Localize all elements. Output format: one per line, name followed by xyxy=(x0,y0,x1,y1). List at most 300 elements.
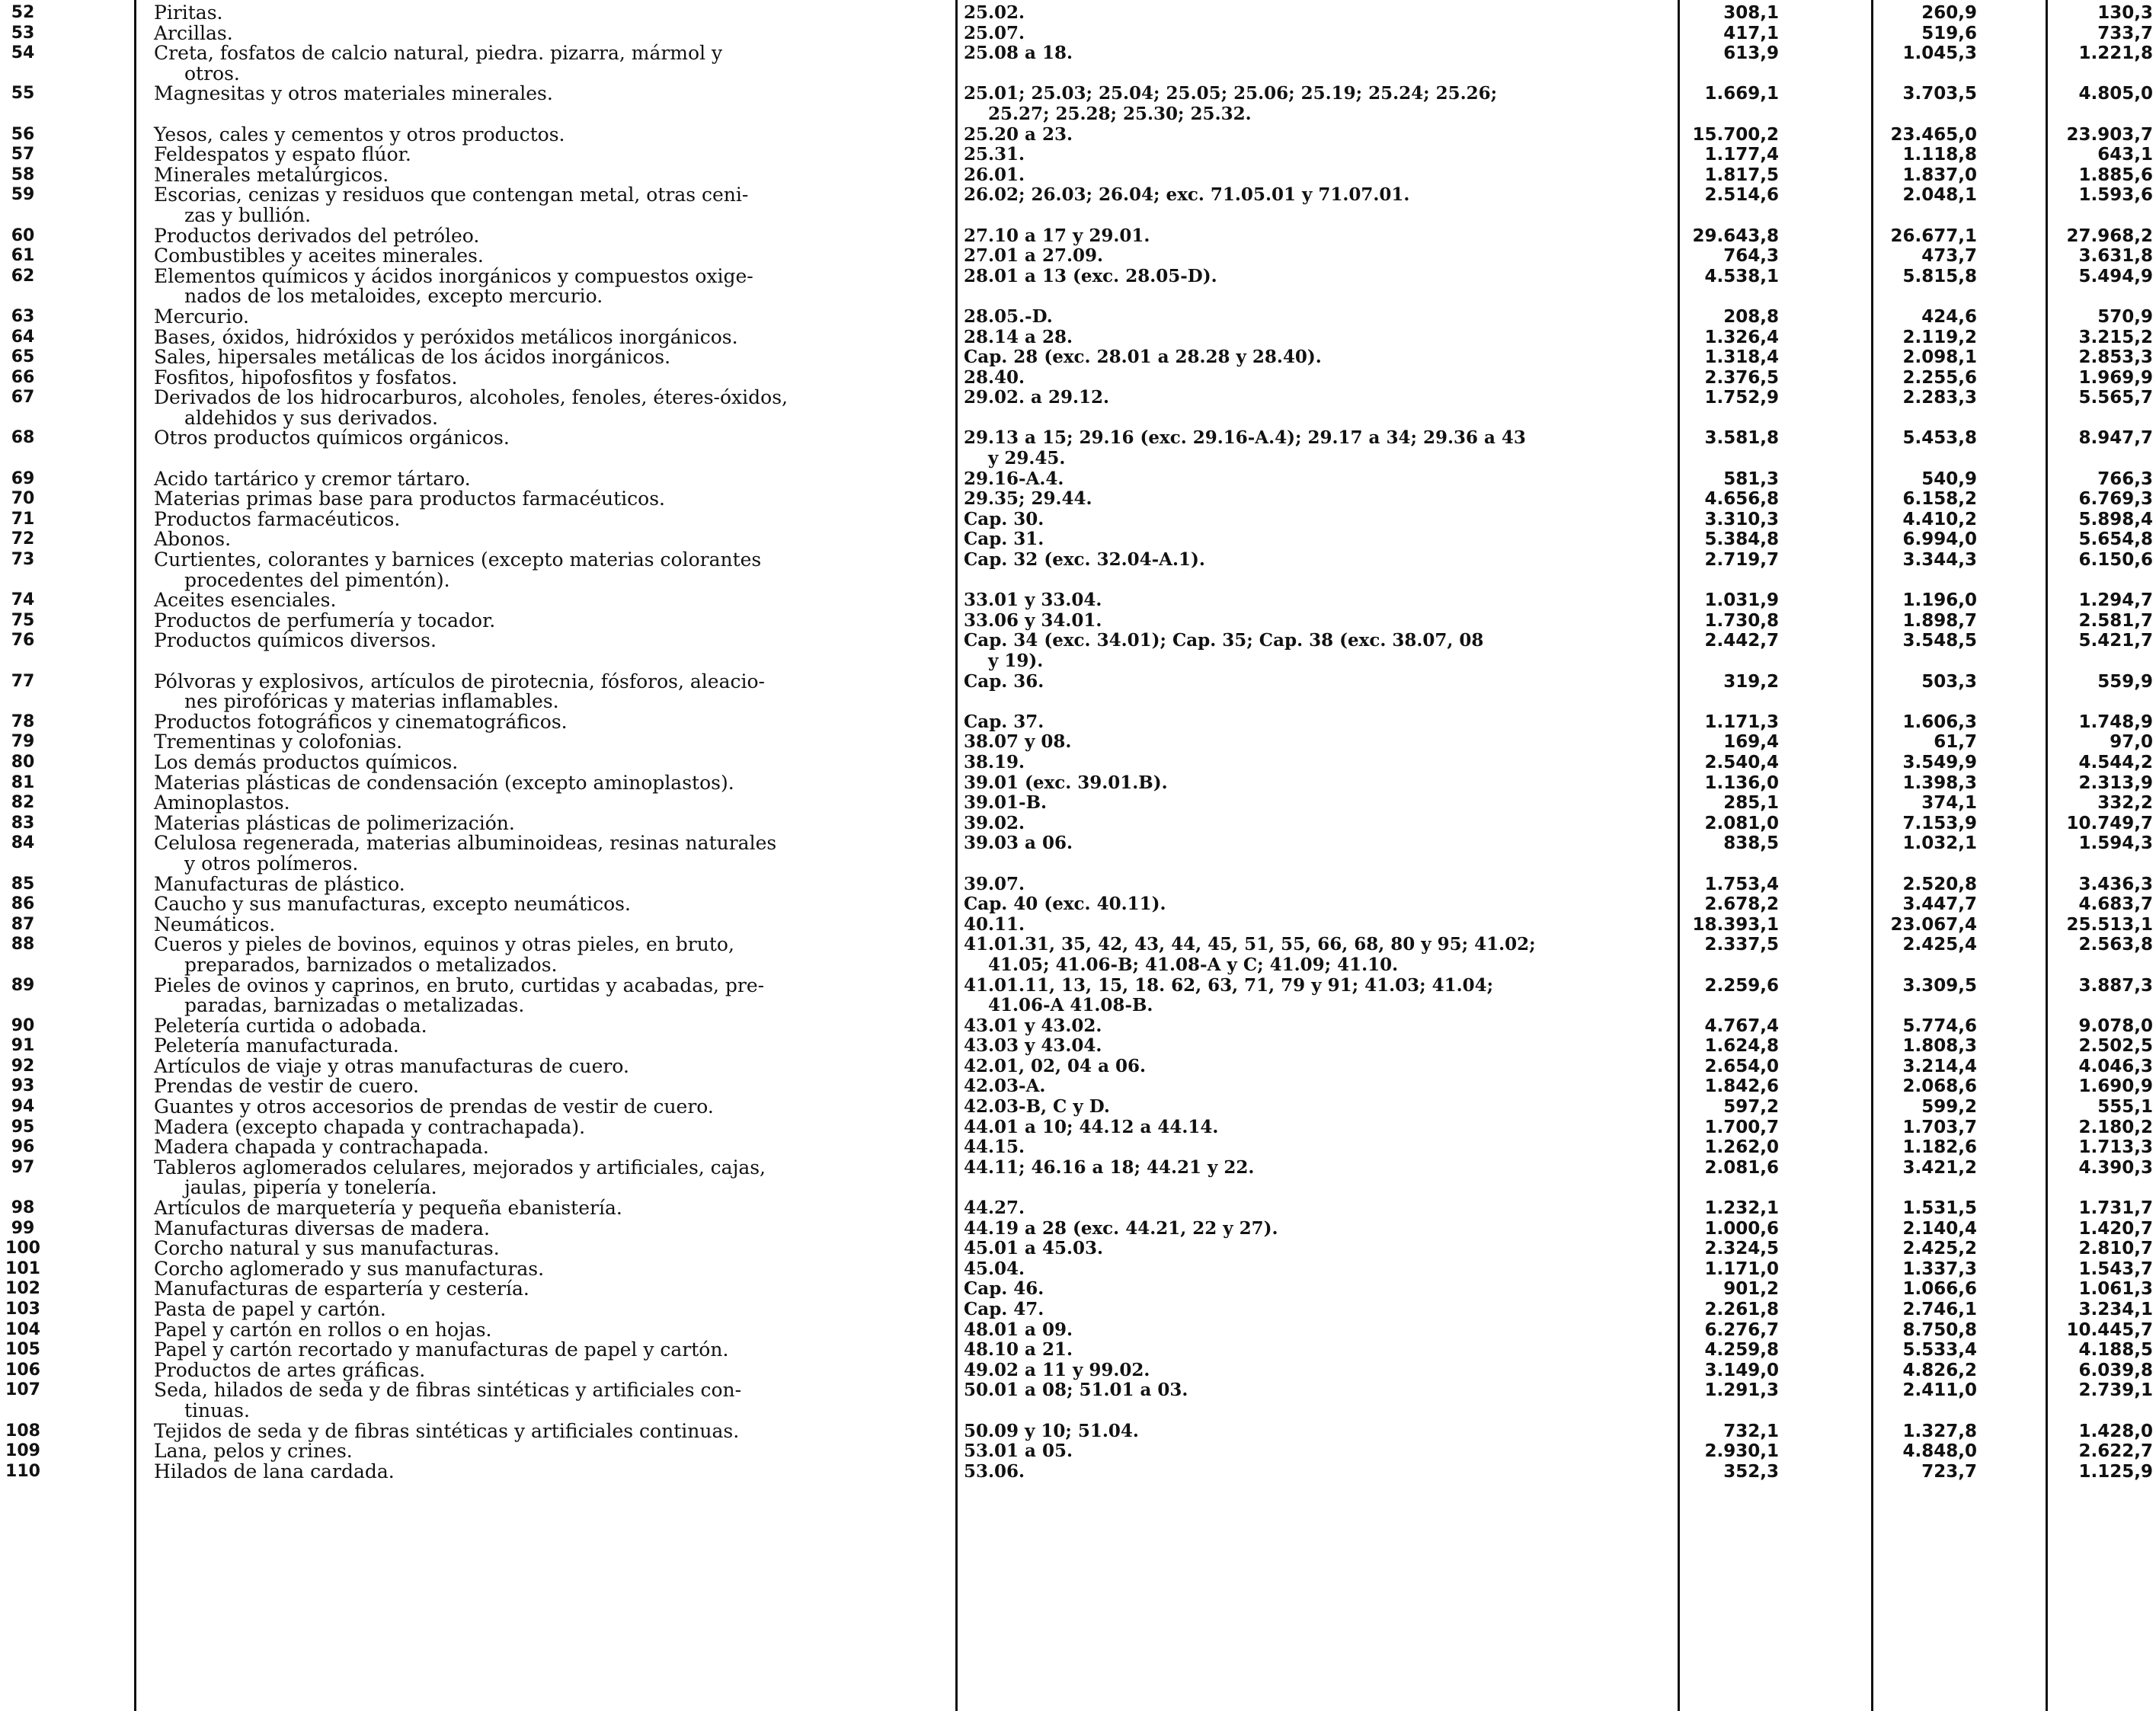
row-tariff-codes: 29.13 a 15; 29.16 (exc. 29.16-A.4); 29.17 a 34; 29.36 a 43 y 29.45. xyxy=(964,427,1526,469)
row-number: 74 xyxy=(11,590,35,610)
table-row xyxy=(0,915,2156,935)
row-description: Caucho y sus manufacturas, excepto neumáticos. xyxy=(154,893,631,916)
row-description: Productos fotográficos y cinematográficos. xyxy=(154,710,568,733)
table-row xyxy=(0,1340,2156,1361)
row-number: 101 xyxy=(5,1258,40,1278)
row-description: Abonos. xyxy=(154,528,232,551)
row-value-3: 8.947,7 xyxy=(2078,428,2153,449)
table-row xyxy=(0,872,2156,895)
table-row xyxy=(0,1198,2156,1219)
row-value-2: 1.808,3 xyxy=(1902,1036,1977,1057)
row-value-1: 4.538,1 xyxy=(1704,266,1779,286)
row-number: 58 xyxy=(11,165,35,184)
row-value-3: 1.713,3 xyxy=(2078,1137,2153,1158)
row-tariff-codes: 40.11. xyxy=(964,913,1025,935)
row-value-1: 1.031,9 xyxy=(1704,590,1779,611)
row-tariff-codes: 41.01.31, 35, 42, 43, 44, 45, 51, 55, 66, 68, 80 y 95; 41.02; 41.05; 41.06-B; 41.08-A y C; 41.09; 41.10. xyxy=(964,934,1536,975)
row-value-2: 6.994,0 xyxy=(1902,529,1977,550)
row-tariff-codes: Cap. 30. xyxy=(964,508,1044,529)
row-value-2: 1.327,8 xyxy=(1902,1421,1977,1441)
row-value-1: 2.337,5 xyxy=(1704,935,1779,955)
row-value-3: 3.234,1 xyxy=(2078,1300,2153,1319)
row-description: Productos derivados del petróleo. xyxy=(154,224,480,247)
row-value-2: 5.815,8 xyxy=(1902,266,1977,286)
row-value-2: 1.196,0 xyxy=(1902,590,1977,611)
row-value-1: 1.669,1 xyxy=(1704,84,1779,104)
row-tariff-codes: 29.35; 29.44. xyxy=(964,488,1092,510)
table-row xyxy=(0,732,2156,753)
table-row xyxy=(0,1137,2156,1158)
row-value-3: 5.654,8 xyxy=(2078,529,2153,550)
row-description: Fosfitos, hipofosfitos y fosfatos. xyxy=(154,366,458,389)
row-value-1: 352,3 xyxy=(1723,1461,1779,1482)
table-row xyxy=(0,1158,2156,1198)
table-row xyxy=(0,388,2156,428)
row-description: Neumáticos. xyxy=(154,913,276,935)
row-description: Bases, óxidos, hidróxidos y peróxidos metálicos inorgánicos. xyxy=(154,325,738,348)
row-tariff-codes: 39.07. xyxy=(964,873,1025,894)
row-number: 70 xyxy=(11,489,35,509)
row-description: Corcho aglomerado y sus manufacturas. xyxy=(154,1257,545,1280)
row-tariff-codes: 28.40. xyxy=(964,366,1025,388)
row-number: 110 xyxy=(5,1461,40,1481)
row-tariff-codes: 53.01 a 05. xyxy=(964,1441,1073,1462)
row-number: 89 xyxy=(11,975,35,995)
row-value-3: 9.078,0 xyxy=(2078,1015,2153,1036)
row-value-3: 1.061,3 xyxy=(2078,1279,2153,1300)
row-description: Corcho natural y sus manufacturas. xyxy=(154,1237,500,1260)
row-number: 77 xyxy=(11,671,35,691)
row-description: Pasta de papel y cartón. xyxy=(154,1298,386,1320)
row-number: 109 xyxy=(5,1441,40,1461)
table-row xyxy=(0,368,2156,389)
row-tariff-codes: 25.20 a 23. xyxy=(964,123,1073,145)
row-number: 93 xyxy=(11,1076,35,1096)
row-value-2: 3.344,3 xyxy=(1902,550,1977,571)
table-row xyxy=(0,3,2156,24)
row-tariff-codes: Cap. 32 (exc. 32.04-A.1). xyxy=(964,549,1205,571)
row-description: Feldespatos y espato flúor. xyxy=(154,143,411,166)
row-tariff-codes: 41.01.11, 13, 15, 18. 62, 63, 71, 79 y 91; 41.03; 41.04; 41.06-A 41.08-B. xyxy=(964,974,1494,1016)
row-description: Celulosa regenerada, materias albuminoideas, resinas naturales y otros polímeros. xyxy=(154,832,777,875)
row-value-3: 2.581,7 xyxy=(2078,610,2153,631)
table-row xyxy=(0,712,2156,733)
row-value-2: 2.255,6 xyxy=(1902,367,1977,388)
row-description: Guantes y otros accesorios de prendas de vestir de cuero. xyxy=(154,1095,714,1118)
row-value-1: 2.081,6 xyxy=(1704,1157,1779,1178)
row-description: Combustibles y aceites minerales. xyxy=(154,245,484,267)
row-value-1: 1.624,8 xyxy=(1704,1036,1779,1057)
row-value-1: 2.514,6 xyxy=(1704,185,1779,206)
row-tariff-codes: 49.02 a 11 y 99.02. xyxy=(964,1359,1150,1380)
row-value-1: 2.259,6 xyxy=(1704,975,1779,996)
table-row xyxy=(0,1419,2156,1442)
row-value-2: 3.703,5 xyxy=(1902,84,1977,104)
row-tariff-codes: 27.10 a 17 y 29.01. xyxy=(964,225,1150,246)
row-description: Escorias, cenizas y residuos que contengan metal, otras ceni- zas y bullión. xyxy=(154,184,749,226)
row-value-3: 559,9 xyxy=(2097,671,2153,692)
row-value-3: 4.544,2 xyxy=(2078,752,2153,772)
row-tariff-codes: Cap. 47. xyxy=(964,1299,1044,1319)
row-value-1: 5.384,8 xyxy=(1704,529,1779,550)
row-value-2: 4.410,2 xyxy=(1902,509,1977,529)
table-row xyxy=(0,976,2156,1016)
table-row xyxy=(0,1219,2156,1239)
row-value-2: 3.548,5 xyxy=(1902,631,1977,651)
row-value-3: 4.805,0 xyxy=(2078,84,2153,104)
row-number: 72 xyxy=(11,529,35,549)
row-value-3: 4.390,3 xyxy=(2078,1157,2153,1178)
row-value-1: 1.842,6 xyxy=(1704,1076,1779,1097)
row-value-1: 2.376,5 xyxy=(1704,367,1779,388)
row-value-1: 308,1 xyxy=(1723,3,1779,23)
row-tariff-codes: Cap. 31. xyxy=(964,529,1044,550)
table-row xyxy=(0,1300,2156,1320)
row-number: 92 xyxy=(11,1056,35,1076)
row-value-1: 29.643,8 xyxy=(1692,225,1779,246)
row-tariff-codes: 44.27. xyxy=(964,1198,1025,1219)
row-description: Sales, hipersales metálicas de los ácidos inorgánicos. xyxy=(154,346,671,369)
row-number: 107 xyxy=(5,1380,40,1400)
table-row xyxy=(0,811,2156,834)
table-row xyxy=(0,1259,2156,1280)
row-number: 54 xyxy=(11,43,35,63)
row-tariff-codes: 53.06. xyxy=(964,1460,1025,1482)
row-description: Papel y cartón recortado y manufacturas de papel y cartón. xyxy=(154,1338,729,1361)
row-tariff-codes: 42.03-A. xyxy=(964,1076,1046,1097)
row-value-2: 4.848,0 xyxy=(1902,1441,1977,1462)
row-value-2: 374,1 xyxy=(1921,793,1977,814)
row-value-1: 18.393,1 xyxy=(1692,914,1779,935)
row-number: 98 xyxy=(11,1198,35,1218)
row-value-2: 3.421,2 xyxy=(1902,1157,1977,1178)
row-value-1: 1.326,4 xyxy=(1704,327,1779,347)
row-tariff-codes: Cap. 36. xyxy=(964,670,1044,692)
row-value-1: 1.753,4 xyxy=(1704,874,1779,894)
row-tariff-codes: 33.06 y 34.01. xyxy=(964,609,1102,631)
row-description: Aminoplastos. xyxy=(154,792,290,814)
row-number: 59 xyxy=(11,185,35,205)
row-value-2: 599,2 xyxy=(1921,1097,1977,1118)
row-tariff-codes: 39.01-B. xyxy=(964,792,1048,814)
row-description: Seda, hilados de seda y de fibras sintéticas y artificiales con- tinuas. xyxy=(154,1379,742,1422)
table-row xyxy=(0,1076,2156,1097)
row-value-2: 2.520,8 xyxy=(1902,874,1977,894)
row-value-3: 1.593,6 xyxy=(2078,185,2153,206)
row-description: Peletería manufacturada. xyxy=(154,1035,399,1057)
row-number: 64 xyxy=(11,327,35,347)
table-row xyxy=(0,935,2156,975)
row-value-3: 5.565,7 xyxy=(2078,388,2153,408)
row-value-3: 5.421,7 xyxy=(2078,631,2153,651)
row-value-3: 130,3 xyxy=(2097,3,2153,23)
row-description: Pólvoras y explosivos, artículos de pirotecnia, fósforos, aleacio- nes pirofóricas y materias inflamables. xyxy=(154,670,765,713)
table-row xyxy=(0,185,2156,225)
row-tariff-codes: 27.01 a 27.09. xyxy=(964,245,1103,267)
row-value-2: 6.158,2 xyxy=(1902,489,1977,510)
row-value-1: 4.767,4 xyxy=(1704,1015,1779,1036)
row-value-2: 519,6 xyxy=(1921,23,1977,43)
table-row xyxy=(0,84,2156,124)
row-value-3: 2.853,3 xyxy=(2078,347,2153,368)
row-value-1: 1.171,3 xyxy=(1704,712,1779,732)
row-value-2: 1.066,6 xyxy=(1902,1279,1977,1300)
row-value-1: 319,2 xyxy=(1723,671,1779,692)
row-value-2: 2.411,0 xyxy=(1902,1380,1977,1401)
row-value-2: 1.337,3 xyxy=(1902,1258,1977,1279)
row-value-1: 1.136,0 xyxy=(1704,772,1779,793)
row-value-3: 1.428,0 xyxy=(2078,1421,2153,1441)
row-value-1: 2.081,0 xyxy=(1704,813,1779,833)
row-description: Yesos, cales y cementos y otros productos. xyxy=(154,123,565,146)
row-value-2: 1.606,3 xyxy=(1902,712,1977,732)
row-value-2: 2.425,2 xyxy=(1902,1239,1977,1259)
row-number: 79 xyxy=(11,732,35,752)
row-description: Los demás productos químicos. xyxy=(154,750,459,773)
row-value-2: 23.067,4 xyxy=(1890,914,1977,935)
row-number: 76 xyxy=(11,631,35,651)
row-number: 86 xyxy=(11,894,35,914)
table-row xyxy=(0,1097,2156,1118)
table-row xyxy=(0,631,2156,671)
table-row xyxy=(0,529,2156,550)
row-description: Aceites esenciales. xyxy=(154,589,337,612)
row-value-2: 2.746,1 xyxy=(1902,1300,1977,1319)
row-value-2: 2.283,3 xyxy=(1902,388,1977,408)
row-value-2: 2.119,2 xyxy=(1902,327,1977,347)
row-value-2: 5.533,4 xyxy=(1902,1340,1977,1361)
row-description: Manufacturas diversas de madera. xyxy=(154,1217,490,1239)
row-value-3: 97,0 xyxy=(2110,732,2153,753)
row-value-3: 766,3 xyxy=(2097,469,2153,489)
row-value-3: 1.594,3 xyxy=(2078,833,2153,854)
row-tariff-codes: 45.01 a 45.03. xyxy=(964,1238,1103,1259)
table-row xyxy=(0,1462,2156,1482)
row-value-2: 473,7 xyxy=(1921,246,1977,267)
row-number: 78 xyxy=(11,712,35,731)
row-tariff-codes: 26.02; 26.03; 26.04; exc. 71.05.01 y 71.07.01. xyxy=(964,184,1410,206)
row-tariff-codes: 50.01 a 08; 51.01 a 03. xyxy=(964,1380,1188,1401)
row-number: 100 xyxy=(5,1239,40,1258)
table-row xyxy=(0,1320,2156,1341)
row-description: Trementinas y colofonias. xyxy=(154,731,403,753)
row-value-2: 1.118,8 xyxy=(1902,145,1977,165)
row-value-3: 3.631,8 xyxy=(2078,246,2153,267)
row-number: 57 xyxy=(11,145,35,165)
row-number: 63 xyxy=(11,306,35,326)
row-value-2: 2.048,1 xyxy=(1902,185,1977,206)
row-tariff-codes: 44.01 a 10; 44.12 a 44.14. xyxy=(964,1116,1219,1137)
row-tariff-codes: 25.08 a 18. xyxy=(964,43,1073,64)
row-tariff-codes: 25.01; 25.03; 25.04; 25.05; 25.06; 25.19; 25.24; 25.26; 25.27; 25.28; 25.30; 25.32. xyxy=(964,83,1498,124)
table-row xyxy=(0,1279,2156,1300)
row-tariff-codes: 45.04. xyxy=(964,1258,1025,1279)
row-number: 97 xyxy=(11,1157,35,1177)
row-tariff-codes: 48.01 a 09. xyxy=(964,1319,1073,1340)
row-value-1: 208,8 xyxy=(1723,306,1779,327)
row-tariff-codes: 48.10 a 21. xyxy=(964,1339,1073,1361)
row-tariff-codes: 42.03-B, C y D. xyxy=(964,1096,1110,1118)
row-value-1: 2.261,8 xyxy=(1704,1300,1779,1319)
data-table xyxy=(0,3,2156,1482)
row-number: 60 xyxy=(11,225,35,245)
row-description: Derivados de los hidrocarburos, alcoholes, fenoles, éteres-óxidos, aldehidos y sus derivados. xyxy=(154,386,788,429)
row-number: 91 xyxy=(11,1036,35,1056)
row-description: Tableros aglomerados celulares, mejorados y artificiales, cajas, jaulas, pipería y tonelería. xyxy=(154,1156,766,1199)
row-tariff-codes: Cap. 34 (exc. 34.01); Cap. 35; Cap. 38 (exc. 38.07, 08 y 19). xyxy=(964,630,1484,671)
row-description: Papel y cartón en rollos o en hojas. xyxy=(154,1318,492,1341)
row-value-1: 1.291,3 xyxy=(1704,1380,1779,1401)
row-value-1: 169,4 xyxy=(1723,732,1779,753)
row-number: 105 xyxy=(5,1340,40,1360)
table-row xyxy=(0,145,2156,165)
row-value-3: 3.436,3 xyxy=(2078,874,2153,894)
row-number: 75 xyxy=(11,610,35,630)
row-number: 56 xyxy=(11,124,35,144)
row-value-3: 6.769,3 xyxy=(2078,489,2153,510)
row-tariff-codes: 43.03 y 43.04. xyxy=(964,1035,1102,1057)
row-value-2: 3.214,4 xyxy=(1902,1056,1977,1076)
row-description: Materias primas base para productos farmacéuticos. xyxy=(154,488,665,510)
row-number: 90 xyxy=(11,1015,35,1035)
row-value-3: 4.683,7 xyxy=(2078,894,2153,915)
row-number: 52 xyxy=(11,3,35,22)
row-value-1: 2.540,4 xyxy=(1704,752,1779,772)
row-value-2: 3.549,9 xyxy=(1902,752,1977,772)
row-value-1: 1.730,8 xyxy=(1704,610,1779,631)
row-description: Prendas de vestir de cuero. xyxy=(154,1075,419,1098)
row-description: Curtientes, colorantes y barnices (excepto materias colorantes procedentes del pimentón). xyxy=(154,548,762,591)
row-tariff-codes: 28.01 a 13 (exc. 28.05-D). xyxy=(964,265,1217,286)
row-number: 96 xyxy=(11,1137,35,1157)
row-value-2: 260,9 xyxy=(1921,3,1977,23)
row-number: 65 xyxy=(11,347,35,367)
row-value-3: 1.125,9 xyxy=(2078,1461,2153,1482)
row-value-1: 2.678,2 xyxy=(1704,894,1779,915)
row-value-2: 8.750,8 xyxy=(1902,1319,1977,1340)
row-description: Materias plásticas de polimerización. xyxy=(154,811,515,834)
row-value-2: 723,7 xyxy=(1921,1461,1977,1482)
table-row xyxy=(0,833,2156,874)
row-value-3: 2.622,7 xyxy=(2078,1441,2153,1462)
row-value-1: 597,2 xyxy=(1723,1097,1779,1118)
row-value-1: 2.442,7 xyxy=(1704,631,1779,651)
row-description: Tejidos de seda y de fibras sintéticas y artificiales continuas. xyxy=(154,1419,740,1442)
row-tariff-codes: 42.01, 02, 04 a 06. xyxy=(964,1055,1146,1076)
row-value-3: 3.215,2 xyxy=(2078,327,2153,347)
row-tariff-codes: 44.15. xyxy=(964,1137,1025,1158)
row-value-1: 15.700,2 xyxy=(1692,124,1779,145)
table-row xyxy=(0,550,2156,590)
row-description: Mercurio. xyxy=(154,305,249,328)
row-value-2: 4.826,2 xyxy=(1902,1360,1977,1380)
table-row xyxy=(0,1054,2156,1077)
row-number: 103 xyxy=(5,1300,40,1319)
row-description: Cueros y pieles de bovinos, equinos y otras pieles, en bruto, preparados, barnizados o metalizados. xyxy=(154,933,734,976)
row-number: 62 xyxy=(11,266,35,286)
row-number: 81 xyxy=(11,772,35,792)
row-number: 73 xyxy=(11,550,35,570)
row-tariff-codes: Cap. 37. xyxy=(964,711,1044,732)
row-value-1: 1.700,7 xyxy=(1704,1117,1779,1137)
row-description: Otros productos químicos orgánicos. xyxy=(154,427,510,449)
table-row xyxy=(0,21,2156,44)
row-value-3: 1.543,7 xyxy=(2078,1258,2153,1279)
row-value-3: 1.294,7 xyxy=(2078,590,2153,611)
row-number: 88 xyxy=(11,935,35,955)
table-row xyxy=(0,325,2156,348)
table-row xyxy=(0,165,2156,186)
row-number: 69 xyxy=(11,469,35,488)
row-value-3: 6.039,8 xyxy=(2078,1360,2153,1380)
row-description: Magnesitas y otros materiales minerales. xyxy=(154,82,553,105)
table-row xyxy=(0,1380,2156,1421)
row-value-2: 2.140,4 xyxy=(1902,1218,1977,1239)
row-tariff-codes: 25.02. xyxy=(964,2,1025,23)
row-tariff-codes: 29.16-A.4. xyxy=(964,468,1064,489)
table-row xyxy=(0,590,2156,611)
row-value-3: 5.898,4 xyxy=(2078,509,2153,529)
row-value-1: 3.581,8 xyxy=(1704,428,1779,449)
row-value-3: 1.420,7 xyxy=(2078,1218,2153,1239)
row-number: 95 xyxy=(11,1117,35,1137)
row-tariff-codes: 25.31. xyxy=(964,144,1025,165)
row-value-3: 3.887,3 xyxy=(2078,975,2153,996)
row-description: Peletería curtida o adobada. xyxy=(154,1014,427,1037)
row-value-1: 1.752,9 xyxy=(1704,388,1779,408)
row-value-3: 1.748,9 xyxy=(2078,712,2153,732)
row-value-3: 733,7 xyxy=(2097,23,2153,43)
table-row xyxy=(0,347,2156,368)
table-row xyxy=(0,750,2156,773)
row-value-2: 61,7 xyxy=(1934,732,1977,753)
row-tariff-codes: 38.07 y 08. xyxy=(964,731,1072,753)
row-value-1: 901,2 xyxy=(1723,1279,1779,1300)
table-row xyxy=(0,307,2156,328)
row-value-1: 1.262,0 xyxy=(1704,1137,1779,1158)
row-value-1: 4.656,8 xyxy=(1704,489,1779,510)
row-value-2: 2.425,4 xyxy=(1902,935,1977,955)
table-row xyxy=(0,125,2156,146)
row-value-1: 581,3 xyxy=(1723,469,1779,489)
row-value-1: 732,1 xyxy=(1723,1421,1779,1441)
row-description: Madera (excepto chapada y contrachapada). xyxy=(154,1115,586,1138)
row-description: Productos farmacéuticos. xyxy=(154,507,401,530)
row-value-3: 10.749,7 xyxy=(2066,813,2153,833)
row-number: 85 xyxy=(11,874,35,894)
row-tariff-codes: 28.14 a 28. xyxy=(964,326,1073,347)
row-number: 104 xyxy=(5,1319,40,1339)
table-row xyxy=(0,1016,2156,1037)
table-row xyxy=(0,264,2156,308)
row-value-2: 5.774,6 xyxy=(1902,1015,1977,1036)
row-value-1: 764,3 xyxy=(1723,246,1779,267)
table-row xyxy=(0,43,2156,84)
row-description: Productos químicos diversos. xyxy=(154,629,437,652)
row-number: 71 xyxy=(11,509,35,529)
row-value-2: 5.453,8 xyxy=(1902,428,1977,449)
row-value-2: 23.465,0 xyxy=(1890,124,1977,145)
table-row xyxy=(0,1358,2156,1381)
row-tariff-codes: 44.11; 46.16 a 18; 44.21 y 22. xyxy=(964,1156,1255,1178)
table-row xyxy=(0,672,2156,712)
row-number: 82 xyxy=(11,793,35,813)
row-value-3: 2.313,9 xyxy=(2078,772,2153,793)
row-value-3: 4.046,3 xyxy=(2078,1056,2153,1076)
row-value-2: 2.098,1 xyxy=(1902,347,1977,368)
row-value-1: 6.276,7 xyxy=(1704,1319,1779,1340)
row-value-2: 1.703,7 xyxy=(1902,1117,1977,1137)
